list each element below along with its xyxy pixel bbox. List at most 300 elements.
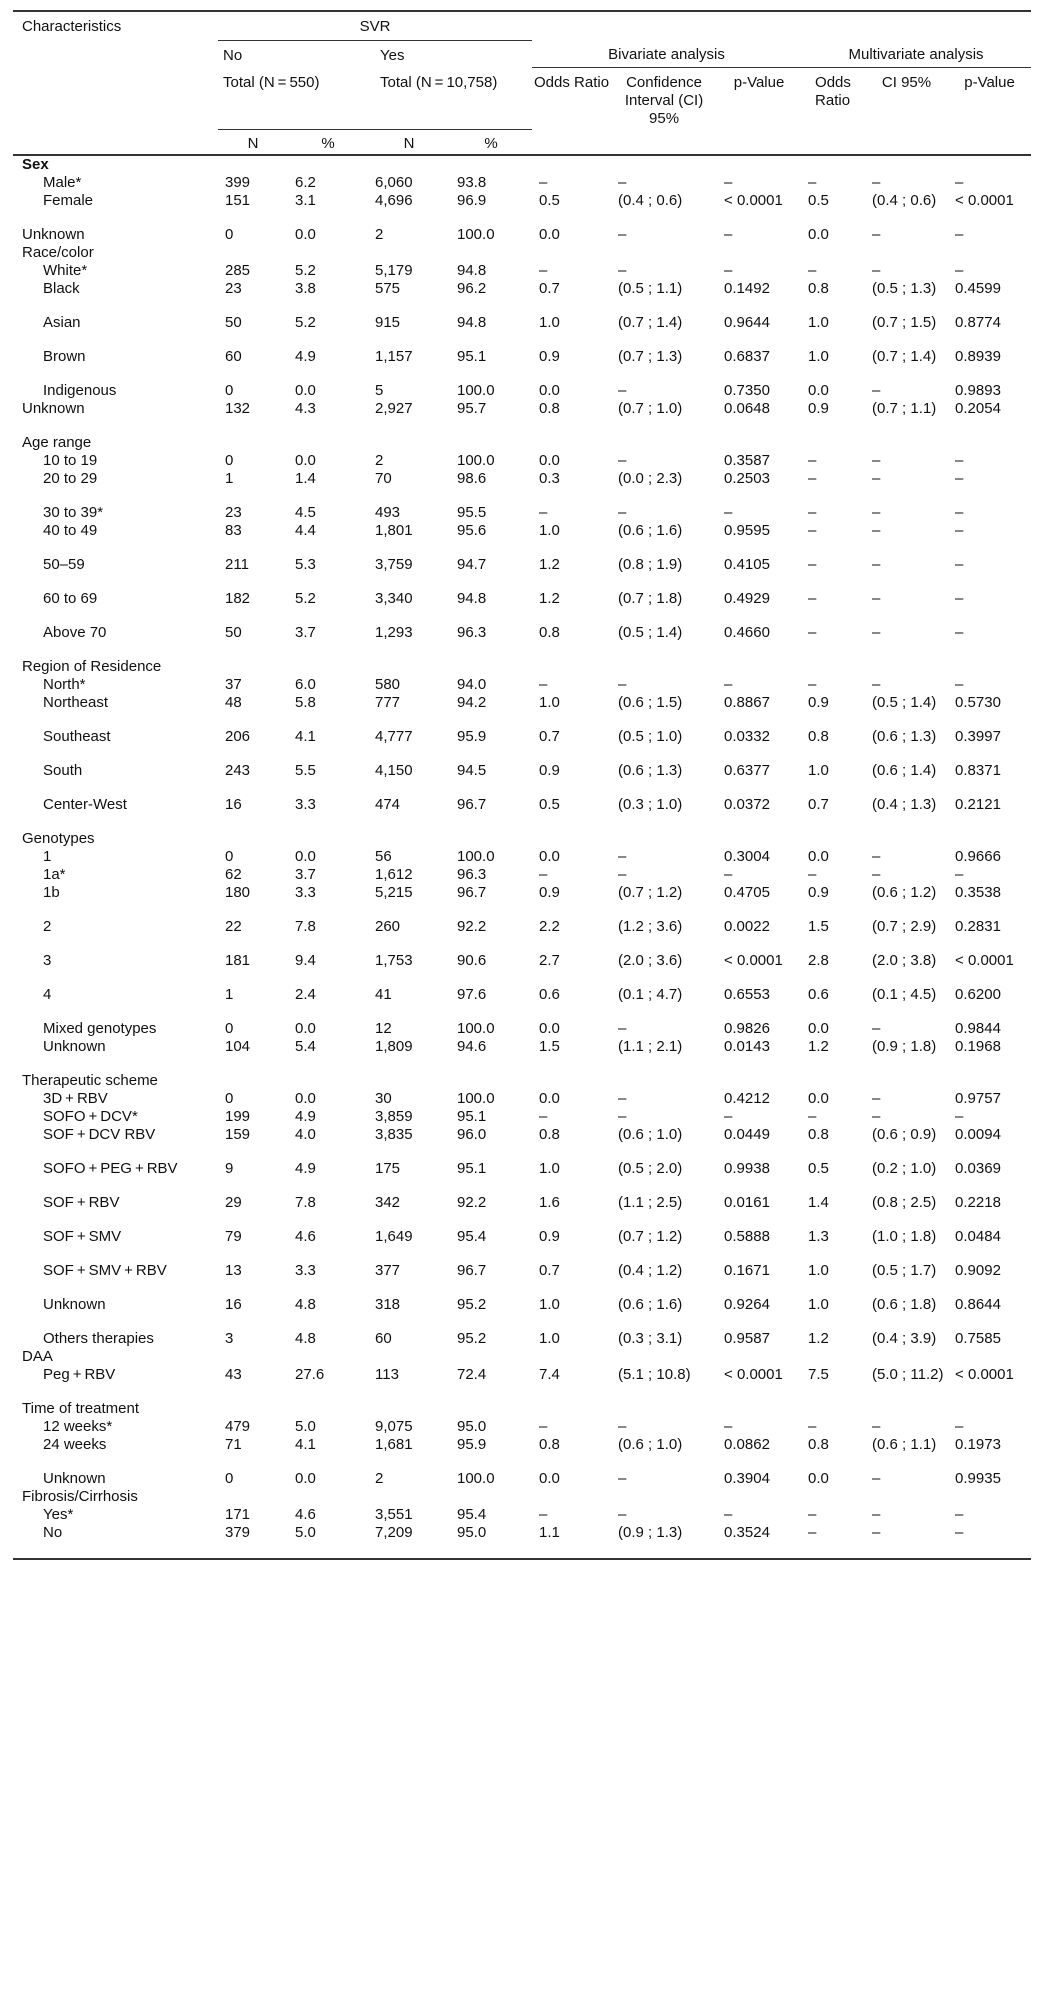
table-cell: 92.2 bbox=[457, 917, 487, 935]
table-cell: 0.9 bbox=[539, 347, 560, 365]
row-label: 3 bbox=[43, 951, 52, 969]
section-row bbox=[13, 1348, 1031, 1366]
header-total-no: Total (N = 550) bbox=[223, 73, 320, 91]
section-row bbox=[13, 1072, 1031, 1090]
table-cell: 0.7350 bbox=[724, 381, 770, 399]
table-cell: 0.5 bbox=[539, 795, 560, 813]
table-row bbox=[13, 1194, 1031, 1228]
table-cell: 1.6 bbox=[539, 1193, 560, 1211]
table-cell: 0.0 bbox=[539, 381, 560, 399]
table-cell: 181 bbox=[225, 951, 251, 969]
table-cell: 175 bbox=[375, 1159, 401, 1177]
table-cell: 0.0862 bbox=[724, 1435, 770, 1453]
table-cell: < 0.0001 bbox=[955, 191, 1014, 209]
table-row bbox=[13, 348, 1031, 382]
table-cell: – bbox=[539, 675, 548, 693]
table-cell: 0.8 bbox=[539, 1435, 560, 1453]
table-cell: 0.9644 bbox=[724, 313, 770, 331]
table-cell: 0.8774 bbox=[955, 313, 1001, 331]
table-cell: (0.4 ; 0.6) bbox=[618, 191, 683, 209]
table-cell: – bbox=[724, 503, 733, 521]
table-cell: 0.0332 bbox=[724, 727, 770, 745]
table-cell: – bbox=[808, 469, 817, 487]
table-cell: 1,649 bbox=[375, 1227, 413, 1245]
section-label: Fibrosis/Cirrhosis bbox=[22, 1487, 138, 1505]
table-cell: 41 bbox=[375, 985, 392, 1003]
table-cell: – bbox=[955, 865, 964, 883]
table-cell: (0.6 ; 1.6) bbox=[618, 1295, 683, 1313]
table-cell: 4.1 bbox=[295, 1435, 316, 1453]
table-cell: 915 bbox=[375, 313, 401, 331]
table-cell: 37 bbox=[225, 675, 242, 693]
table-cell: 50 bbox=[225, 313, 242, 331]
header-total-yes: Total (N = 10,758) bbox=[380, 73, 498, 91]
table-cell: < 0.0001 bbox=[724, 951, 783, 969]
table-cell: 0.5 bbox=[539, 191, 560, 209]
table-cell: (0.8 ; 2.5) bbox=[872, 1193, 937, 1211]
table-cell: 100.0 bbox=[457, 847, 495, 865]
table-cell: 4.9 bbox=[295, 347, 316, 365]
table-cell: – bbox=[955, 469, 964, 487]
table-cell: (0.6 ; 1.5) bbox=[618, 693, 683, 711]
table-cell: – bbox=[872, 469, 881, 487]
table-cell: 0.0 bbox=[295, 225, 316, 243]
table-cell: 94.0 bbox=[457, 675, 487, 693]
table-cell: 4.3 bbox=[295, 399, 316, 417]
table-cell: 0.0 bbox=[808, 381, 829, 399]
table-cell: 23 bbox=[225, 503, 242, 521]
row-label: 20 to 29 bbox=[43, 469, 98, 487]
table-cell: 1.0 bbox=[539, 1159, 560, 1177]
table-cell: 95.0 bbox=[457, 1417, 487, 1435]
table-row bbox=[13, 676, 1031, 694]
table-cell: – bbox=[808, 1417, 817, 1435]
table-cell: 60 bbox=[225, 347, 242, 365]
table-row bbox=[13, 848, 1031, 866]
table-cell: < 0.0001 bbox=[724, 1365, 783, 1383]
header-bivariate: Bivariate analysis bbox=[532, 40, 801, 68]
table-cell: 0.0 bbox=[539, 847, 560, 865]
table-cell: 104 bbox=[225, 1037, 251, 1055]
row-label: 60 to 69 bbox=[43, 589, 98, 607]
table-row bbox=[13, 952, 1031, 986]
table-cell: 0 bbox=[225, 847, 234, 865]
table-cell: 0.8939 bbox=[955, 347, 1001, 365]
table-cell: 285 bbox=[225, 261, 251, 279]
table-cell: 0.2503 bbox=[724, 469, 770, 487]
table-cell: 0 bbox=[225, 225, 234, 243]
table-row bbox=[13, 382, 1031, 400]
row-label: Unknown bbox=[22, 399, 85, 417]
row-label: North* bbox=[43, 675, 86, 693]
table-cell: 95.4 bbox=[457, 1505, 487, 1523]
table-cell: 5.2 bbox=[295, 589, 316, 607]
table-row bbox=[13, 1330, 1031, 1348]
table-cell: 96.3 bbox=[457, 865, 487, 883]
table-cell: (0.9 ; 1.8) bbox=[872, 1037, 937, 1055]
table-cell: (2.0 ; 3.6) bbox=[618, 951, 683, 969]
table-cell: – bbox=[539, 173, 548, 191]
table-cell: 0.9 bbox=[808, 883, 829, 901]
row-label: Indigenous bbox=[43, 381, 117, 399]
table-cell: 2.7 bbox=[539, 951, 560, 969]
table-cell: – bbox=[955, 451, 964, 469]
table-cell: (0.6 ; 1.4) bbox=[872, 761, 937, 779]
table-cell: 0.0 bbox=[295, 847, 316, 865]
table-cell: (1.2 ; 3.6) bbox=[618, 917, 683, 935]
row-label: Yes* bbox=[43, 1505, 74, 1523]
table-row bbox=[13, 1418, 1031, 1436]
table-cell: – bbox=[539, 1505, 548, 1523]
table-cell: 9.4 bbox=[295, 951, 316, 969]
table-cell: 0.6377 bbox=[724, 761, 770, 779]
table-cell: 0.3004 bbox=[724, 847, 770, 865]
table-cell: 0.0 bbox=[808, 847, 829, 865]
table-cell: 4.6 bbox=[295, 1227, 316, 1245]
table-cell: – bbox=[872, 261, 881, 279]
table-cell: 95.4 bbox=[457, 1227, 487, 1245]
table-cell: – bbox=[955, 503, 964, 521]
table-cell: – bbox=[724, 675, 733, 693]
table-cell: 0.0372 bbox=[724, 795, 770, 813]
row-label: 1b bbox=[43, 883, 60, 901]
table-cell: 2.4 bbox=[295, 985, 316, 1003]
header-pvalue-multivariate: p-Value bbox=[964, 74, 1015, 91]
section-label: Genotypes bbox=[22, 829, 95, 847]
table-cell: 0.6553 bbox=[724, 985, 770, 1003]
table-cell: 1.0 bbox=[539, 1295, 560, 1313]
table-cell: – bbox=[808, 1523, 817, 1541]
table-cell: 0.0 bbox=[808, 1089, 829, 1107]
row-label: Center-West bbox=[43, 795, 127, 813]
table-cell: – bbox=[808, 589, 817, 607]
table-cell: 0.0 bbox=[539, 225, 560, 243]
table-cell: 30 bbox=[375, 1089, 392, 1107]
table-cell: 0.0 bbox=[295, 451, 316, 469]
table-cell: 96.7 bbox=[457, 795, 487, 813]
table-cell: – bbox=[618, 173, 627, 191]
table-cell: 95.7 bbox=[457, 399, 487, 417]
table-cell: 0.7 bbox=[539, 279, 560, 297]
table-cell: 1.0 bbox=[808, 1261, 829, 1279]
row-label: Black bbox=[43, 279, 80, 297]
table-cell: – bbox=[618, 1107, 627, 1125]
row-label: Above 70 bbox=[43, 623, 107, 641]
table-cell: 4,777 bbox=[375, 727, 413, 745]
table-cell: 0.9587 bbox=[724, 1329, 770, 1347]
table-row bbox=[13, 226, 1031, 244]
table-cell: 0.4705 bbox=[724, 883, 770, 901]
table-row bbox=[13, 1524, 1031, 1559]
table-cell: 580 bbox=[375, 675, 401, 693]
table-cell: 4,696 bbox=[375, 191, 413, 209]
table-cell: 243 bbox=[225, 761, 251, 779]
table-cell: 0.0 bbox=[539, 451, 560, 469]
table-cell: 0.8371 bbox=[955, 761, 1001, 779]
table-cell: 0.9 bbox=[808, 399, 829, 417]
table-cell: 4.8 bbox=[295, 1329, 316, 1347]
section-row bbox=[13, 1400, 1031, 1418]
row-label: 4 bbox=[43, 985, 52, 1003]
table-cell: 1.0 bbox=[808, 347, 829, 365]
table-cell: 0.3587 bbox=[724, 451, 770, 469]
table-cell: 96.2 bbox=[457, 279, 487, 297]
table-row bbox=[13, 1160, 1031, 1194]
table-cell: 100.0 bbox=[457, 451, 495, 469]
table-cell: (0.4 ; 1.3) bbox=[872, 795, 937, 813]
table-cell: 95.2 bbox=[457, 1329, 487, 1347]
table-cell: – bbox=[724, 173, 733, 191]
table-cell: – bbox=[618, 225, 627, 243]
table-cell: (0.6 ; 0.9) bbox=[872, 1125, 937, 1143]
table-cell: (0.6 ; 1.3) bbox=[872, 727, 937, 745]
table-cell: 3.8 bbox=[295, 279, 316, 297]
table-cell: 3.3 bbox=[295, 883, 316, 901]
table-cell: 27.6 bbox=[295, 1365, 325, 1383]
table-cell: – bbox=[955, 1107, 964, 1125]
table-cell: (0.6 ; 1.2) bbox=[872, 883, 937, 901]
header-odds-ratio-multivariate: Odds Ratio bbox=[815, 74, 851, 109]
table-cell: 0.3904 bbox=[724, 1469, 770, 1487]
table-header bbox=[13, 11, 1031, 155]
table-cell: 151 bbox=[225, 191, 251, 209]
table-cell: 0.9 bbox=[539, 883, 560, 901]
table-cell: (5.0 ; 11.2) bbox=[872, 1365, 944, 1383]
table-cell: 5.5 bbox=[295, 761, 316, 779]
table-row bbox=[13, 1436, 1031, 1470]
table-cell: 1,681 bbox=[375, 1435, 413, 1453]
table-cell: 0.0143 bbox=[724, 1037, 770, 1055]
table-cell: 12 bbox=[375, 1019, 392, 1037]
table-cell: – bbox=[618, 1469, 627, 1487]
table-cell: 2 bbox=[375, 451, 384, 469]
row-label: Female bbox=[43, 191, 94, 209]
table-cell: – bbox=[808, 555, 817, 573]
section-label: Time of treatment bbox=[22, 1399, 139, 1417]
table-cell: 48 bbox=[225, 693, 242, 711]
table-row bbox=[13, 796, 1031, 830]
header-n-no: N bbox=[218, 130, 288, 155]
table-cell: 260 bbox=[375, 917, 401, 935]
table-cell: 0.8 bbox=[808, 279, 829, 297]
table-cell: 0.2054 bbox=[955, 399, 1001, 417]
table-cell: – bbox=[618, 261, 627, 279]
table-cell: 1.0 bbox=[808, 313, 829, 331]
table-cell: 1 bbox=[225, 985, 234, 1003]
table-body bbox=[13, 155, 1031, 1559]
table-cell: 1.0 bbox=[539, 693, 560, 711]
table-cell: 96.7 bbox=[457, 1261, 487, 1279]
table-cell: 379 bbox=[225, 1523, 251, 1541]
table-cell: – bbox=[618, 1505, 627, 1523]
table-cell: – bbox=[724, 1417, 733, 1435]
table-cell: – bbox=[955, 1417, 964, 1435]
table-cell: – bbox=[808, 675, 817, 693]
table-cell: 50 bbox=[225, 623, 242, 641]
table-cell: – bbox=[872, 1019, 881, 1037]
row-label: 1a* bbox=[43, 865, 66, 883]
table-row bbox=[13, 452, 1031, 470]
table-cell: 0.9 bbox=[539, 761, 560, 779]
table-cell: 98.6 bbox=[457, 469, 487, 487]
table-cell: – bbox=[618, 1417, 627, 1435]
table-cell: 1.2 bbox=[808, 1037, 829, 1055]
table-cell: 479 bbox=[225, 1417, 251, 1435]
table-cell: 95.0 bbox=[457, 1523, 487, 1541]
table-cell: – bbox=[872, 173, 881, 191]
row-label: Brown bbox=[43, 347, 86, 365]
table-cell: (0.5 ; 1.0) bbox=[618, 727, 683, 745]
table-cell: (0.0 ; 2.3) bbox=[618, 469, 683, 487]
table-row bbox=[13, 1366, 1031, 1400]
table-cell: 0.0 bbox=[295, 1469, 316, 1487]
table-cell: – bbox=[872, 1417, 881, 1435]
table-cell: – bbox=[618, 847, 627, 865]
table-cell: 0.9 bbox=[808, 693, 829, 711]
table-cell: 0.0 bbox=[295, 381, 316, 399]
table-cell: 2,927 bbox=[375, 399, 413, 417]
table-cell: (0.6 ; 1.8) bbox=[872, 1295, 937, 1313]
table-cell: 0.9893 bbox=[955, 381, 1001, 399]
header-ci-bivariate: Confidence Interval (CI) 95% bbox=[624, 74, 704, 127]
table-cell: 399 bbox=[225, 173, 251, 191]
header-no: No bbox=[223, 46, 243, 64]
table-cell: 0.8 bbox=[539, 399, 560, 417]
table-cell: 206 bbox=[225, 727, 251, 745]
table-cell: 0.9666 bbox=[955, 847, 1001, 865]
table-cell: – bbox=[808, 1505, 817, 1523]
table-cell: – bbox=[872, 1107, 881, 1125]
table-cell: (0.7 ; 2.9) bbox=[872, 917, 937, 935]
table-cell: 1.4 bbox=[295, 469, 316, 487]
table-cell: – bbox=[872, 847, 881, 865]
table-cell: – bbox=[808, 623, 817, 641]
table-cell: 0.0369 bbox=[955, 1159, 1001, 1177]
table-cell: 1.2 bbox=[539, 555, 560, 573]
table-cell: (0.7 ; 1.4) bbox=[872, 347, 937, 365]
row-label: SOFO + PEG + RBV bbox=[43, 1159, 178, 1177]
table-cell: 3.7 bbox=[295, 865, 316, 883]
table-cell: 0.9092 bbox=[955, 1261, 1001, 1279]
table-cell: (0.6 ; 1.0) bbox=[618, 1125, 683, 1143]
table-cell: (0.8 ; 1.9) bbox=[618, 555, 683, 573]
table-cell: 0.9264 bbox=[724, 1295, 770, 1313]
table-cell: (1.0 ; 1.8) bbox=[872, 1227, 937, 1245]
table-cell: 13 bbox=[225, 1261, 242, 1279]
table-cell: – bbox=[872, 451, 881, 469]
table-cell: 0.1973 bbox=[955, 1435, 1001, 1453]
table-cell: 0.0 bbox=[808, 225, 829, 243]
row-label: White* bbox=[43, 261, 88, 279]
table-cell: 0.0 bbox=[295, 1089, 316, 1107]
table-cell: – bbox=[539, 1417, 548, 1435]
table-cell: – bbox=[872, 381, 881, 399]
table-cell: 3,835 bbox=[375, 1125, 413, 1143]
table-row bbox=[13, 1506, 1031, 1524]
table-cell: 1.2 bbox=[539, 589, 560, 607]
table-row bbox=[13, 280, 1031, 314]
table-cell: 96.9 bbox=[457, 191, 487, 209]
table-cell: 95.1 bbox=[457, 1159, 487, 1177]
table-cell: – bbox=[539, 865, 548, 883]
table-cell: 4.8 bbox=[295, 1295, 316, 1313]
row-label: 1 bbox=[43, 847, 52, 865]
table-cell: 7.5 bbox=[808, 1365, 829, 1383]
row-label: Male* bbox=[43, 173, 82, 191]
table-cell: 7,209 bbox=[375, 1523, 413, 1541]
table-cell: – bbox=[808, 261, 817, 279]
row-label: Asian bbox=[43, 313, 81, 331]
table-cell: 0.0 bbox=[808, 1019, 829, 1037]
table-cell: – bbox=[724, 865, 733, 883]
table-row bbox=[13, 866, 1031, 884]
table-cell: 6.0 bbox=[295, 675, 316, 693]
table-cell: (0.6 ; 1.3) bbox=[618, 761, 683, 779]
row-label: SOF + SMV + RBV bbox=[43, 1261, 167, 1279]
table-cell: 1.5 bbox=[539, 1037, 560, 1055]
table-cell: (0.7 ; 1.3) bbox=[618, 347, 683, 365]
table-cell: – bbox=[872, 675, 881, 693]
table-cell: – bbox=[872, 555, 881, 573]
table-cell: 0.7 bbox=[539, 727, 560, 745]
table-cell: 474 bbox=[375, 795, 401, 813]
table-row bbox=[13, 504, 1031, 522]
row-label: Unknown bbox=[22, 225, 85, 243]
row-label: Mixed genotypes bbox=[43, 1019, 157, 1037]
table-cell: – bbox=[808, 1107, 817, 1125]
row-label: SOF + SMV bbox=[43, 1227, 122, 1245]
table-cell: 0.6 bbox=[539, 985, 560, 1003]
row-label: 10 to 19 bbox=[43, 451, 98, 469]
section-label: Sex bbox=[22, 155, 49, 173]
table-row bbox=[13, 1020, 1031, 1038]
table-cell: 0.0 bbox=[295, 1019, 316, 1037]
table-cell: 95.9 bbox=[457, 727, 487, 745]
table-cell: – bbox=[618, 451, 627, 469]
table-cell: (0.5 ; 1.1) bbox=[618, 279, 683, 297]
table-row bbox=[13, 1126, 1031, 1160]
row-label: Unknown bbox=[43, 1469, 106, 1487]
svr-characteristics-table bbox=[13, 10, 1031, 1564]
section-label: DAA bbox=[22, 1347, 53, 1365]
table-cell: 7.8 bbox=[295, 1193, 316, 1211]
table-cell: 94.8 bbox=[457, 589, 487, 607]
table-cell: 113 bbox=[375, 1365, 399, 1383]
table-cell: – bbox=[872, 1523, 881, 1541]
table-cell: – bbox=[618, 865, 627, 883]
table-cell: 100.0 bbox=[457, 1089, 495, 1107]
table-row bbox=[13, 1038, 1031, 1072]
table-cell: – bbox=[872, 521, 881, 539]
row-label: 2 bbox=[43, 917, 52, 935]
table-row bbox=[13, 262, 1031, 280]
table-cell: – bbox=[872, 865, 881, 883]
row-label: 3D + RBV bbox=[43, 1089, 108, 1107]
header-multivariate: Multivariate analysis bbox=[801, 40, 1031, 68]
table-cell: 0.4105 bbox=[724, 555, 770, 573]
table-cell: – bbox=[618, 1089, 627, 1107]
table-cell: (0.7 ; 1.2) bbox=[618, 1227, 683, 1245]
table-cell: 60 bbox=[375, 1329, 392, 1347]
table-row bbox=[13, 400, 1031, 434]
table-cell: 0.6 bbox=[808, 985, 829, 1003]
table-cell: 0.5 bbox=[808, 1159, 829, 1177]
table-cell: 211 bbox=[225, 555, 249, 573]
table-row bbox=[13, 1090, 1031, 1108]
table-cell: 94.2 bbox=[457, 693, 487, 711]
table-cell: – bbox=[872, 589, 881, 607]
table-cell: 6,060 bbox=[375, 173, 413, 191]
